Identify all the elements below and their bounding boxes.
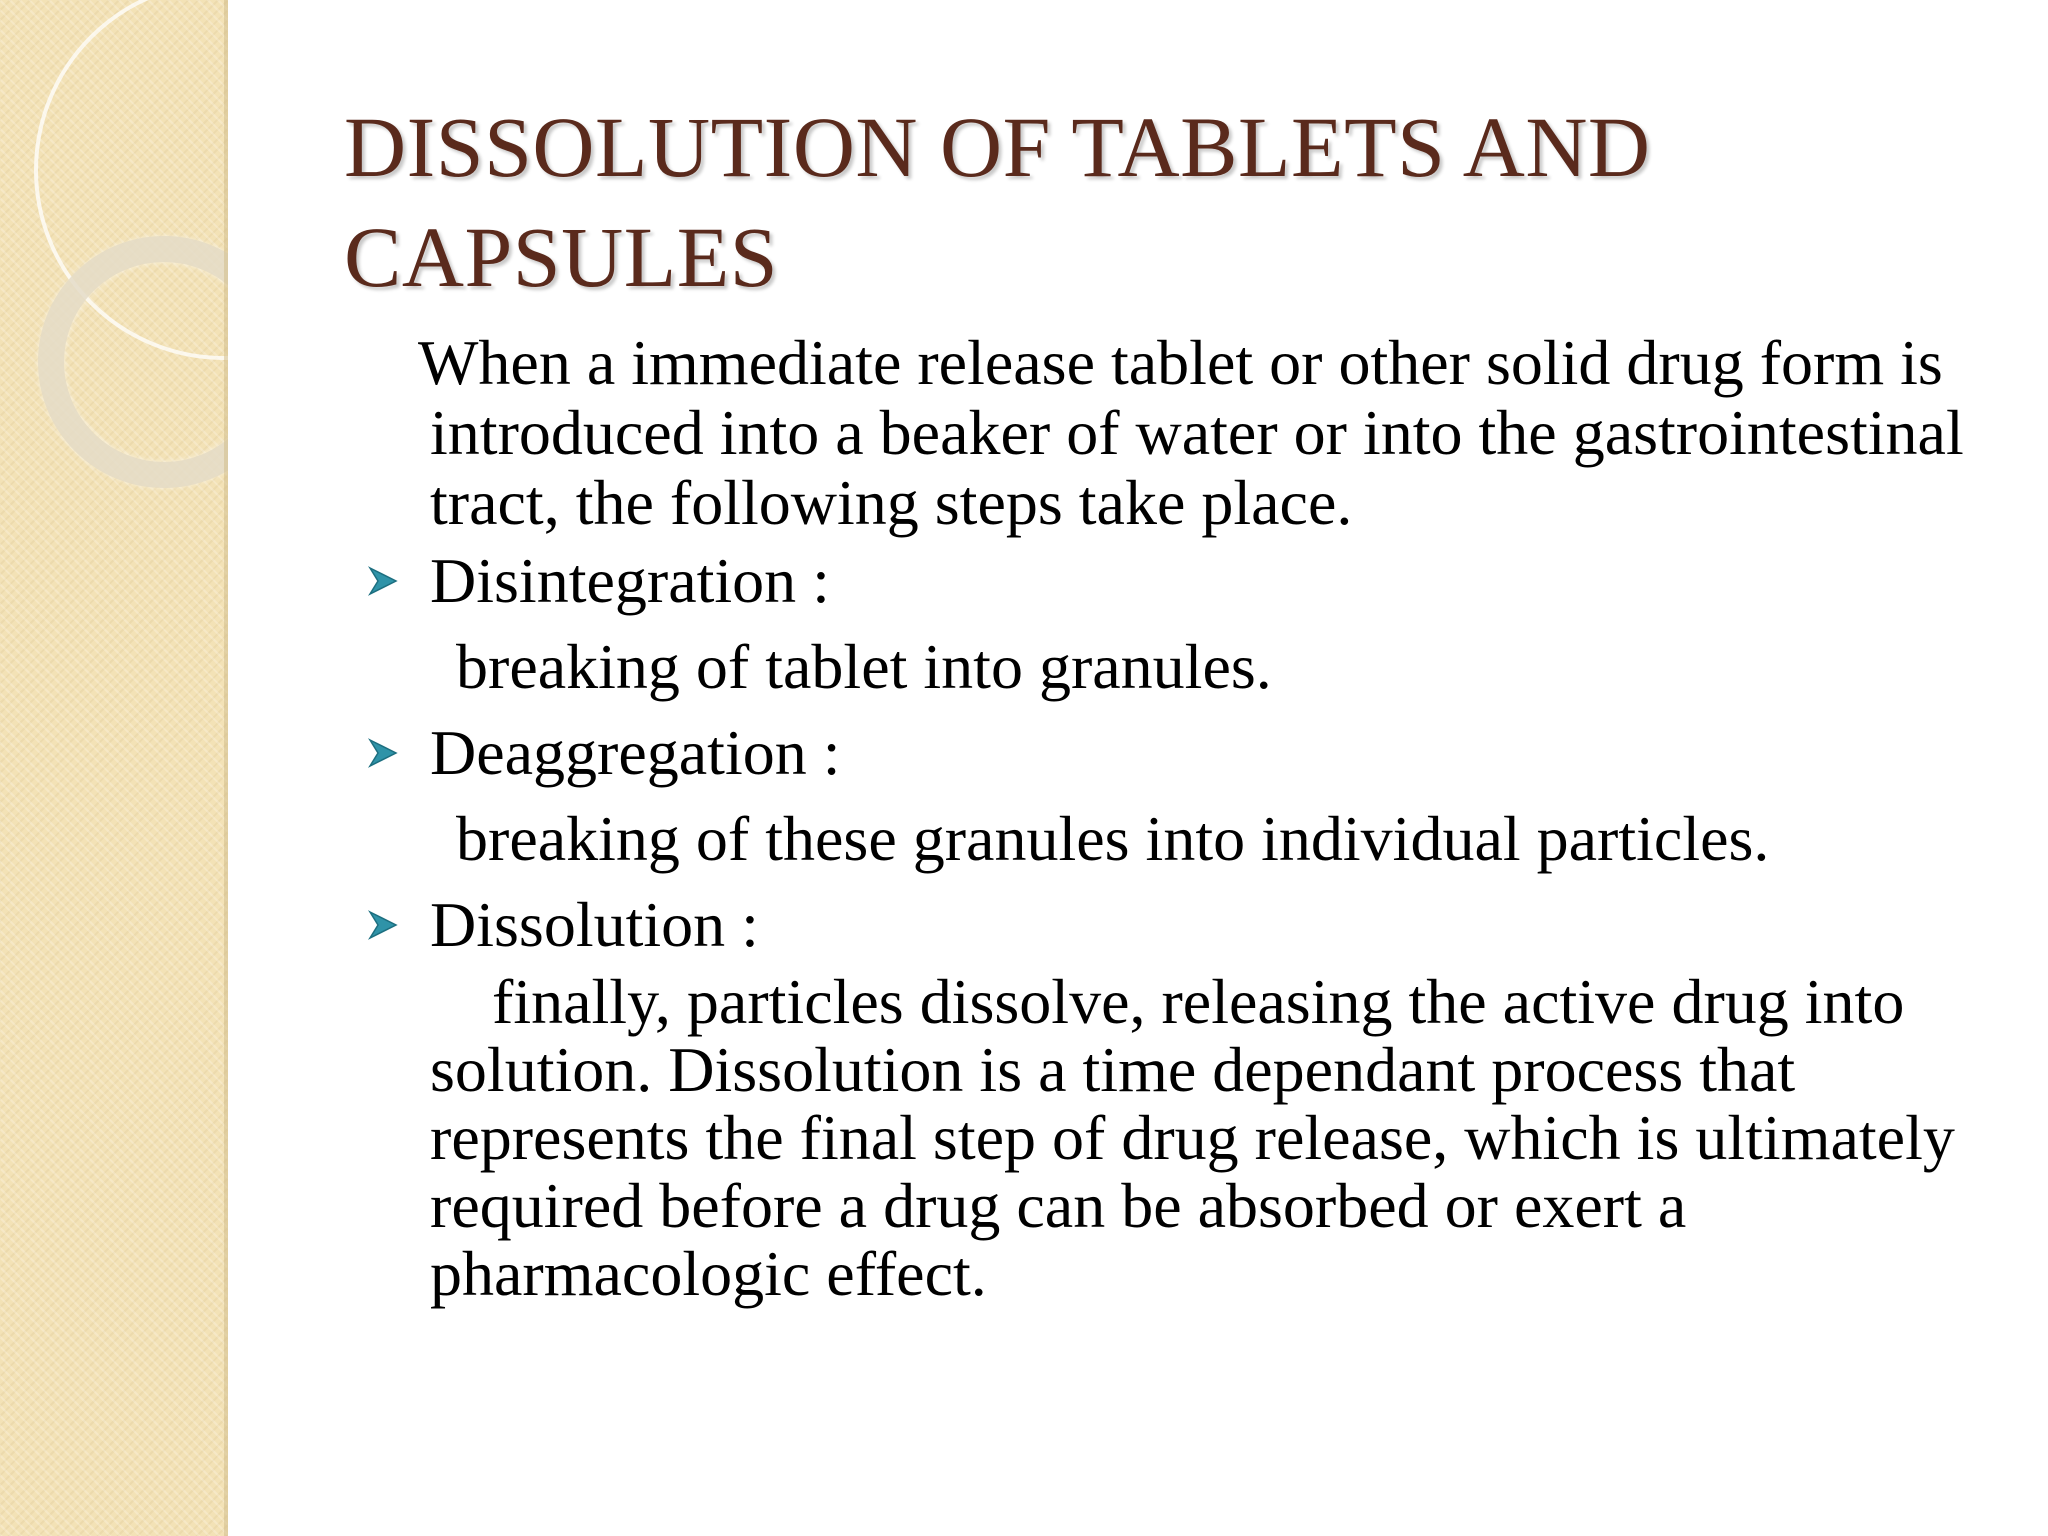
- step-item-dissolution: [360, 882, 1970, 968]
- arrow-right-icon: [366, 710, 416, 796]
- step-description: breaking of these granules into individual particles.: [456, 803, 1770, 874]
- step-term: Deaggregation :: [430, 717, 841, 788]
- intro-paragraph: When a immediate release tablet or other solid drug form is introduced into a beaker of water or into the gastrointestinal tract, the following steps take place.: [418, 327, 1964, 538]
- arrow-right-icon: [366, 538, 416, 624]
- decorative-side-panel: [0, 0, 228, 1536]
- step-term: Dissolution :: [430, 889, 759, 960]
- step-term: Disintegration :: [430, 545, 830, 616]
- slide-body: [360, 328, 1970, 1308]
- arrow-right-icon: [366, 882, 416, 968]
- slide-title: [344, 92, 1964, 312]
- slide-title-line-2: CAPSULES: [344, 209, 779, 305]
- slide-title-line-1: DISSOLUTION OF TABLETS AND: [344, 99, 1651, 195]
- step-description: [360, 968, 1970, 1308]
- step-description-text: finally, particles dissolve, releasing the active drug into solution. Dissolution is a time dependant process that represents the final step of drug release, which is ultimately required before a drug can be absorbed or exert a pharmacologic effect.: [430, 966, 1955, 1309]
- step-item-deaggregation: [360, 710, 1970, 796]
- step-description: breaking of tablet into granules.: [456, 631, 1272, 702]
- step-item-disintegration: [360, 538, 1970, 624]
